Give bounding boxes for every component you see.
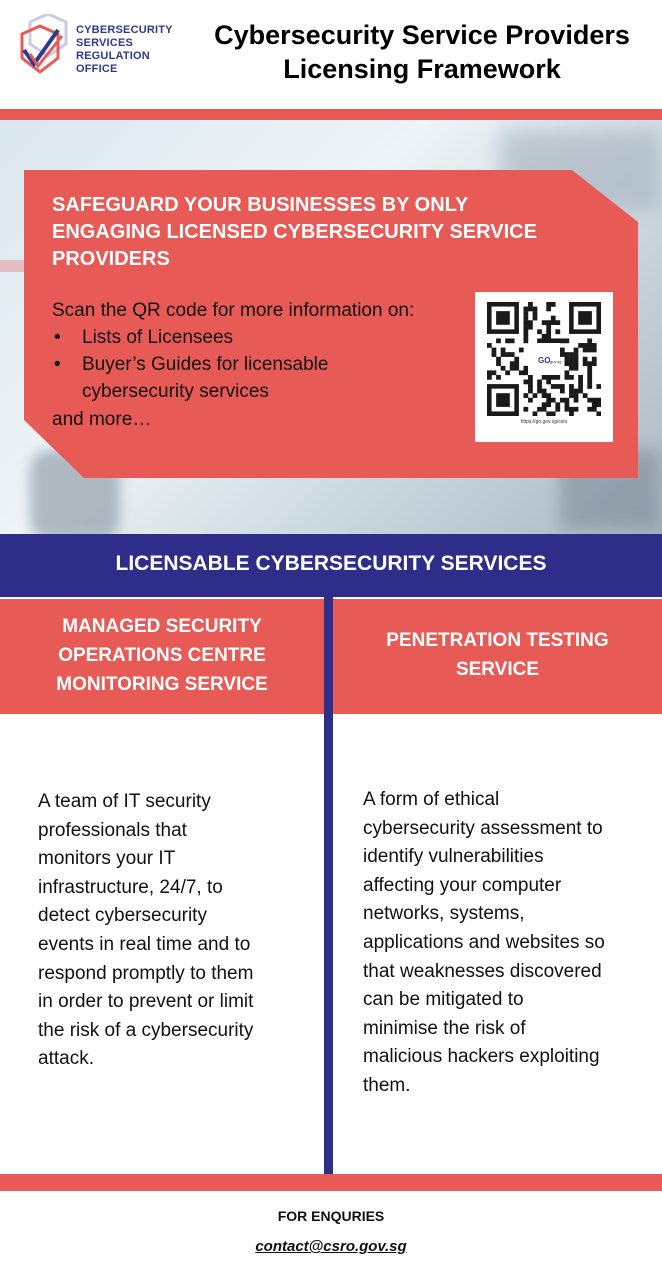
qr-module xyxy=(565,357,570,362)
qr-module xyxy=(542,338,547,343)
qr-module xyxy=(537,329,542,334)
qr-module xyxy=(542,407,547,412)
qr-module xyxy=(542,389,547,394)
qr-module xyxy=(583,357,588,362)
qr-module xyxy=(574,393,579,398)
qr-module xyxy=(587,384,592,389)
description-line: that weaknesses discovered xyxy=(363,960,602,982)
qr-module xyxy=(528,307,533,312)
qr-module xyxy=(496,375,501,380)
service-description-soc xyxy=(38,788,308,1074)
qr-module xyxy=(523,325,528,330)
qr-module xyxy=(487,375,492,380)
qr-module xyxy=(505,338,510,343)
qr-module xyxy=(546,329,551,334)
qr-finder xyxy=(496,393,510,407)
description-line: the risk of a cybersecurity xyxy=(38,1019,254,1041)
qr-module xyxy=(569,407,574,412)
qr-module xyxy=(523,316,528,321)
qr-module xyxy=(551,320,556,325)
qr-module xyxy=(587,348,592,353)
page-title-line: Licensing Framework xyxy=(283,54,561,84)
qr-module xyxy=(569,411,574,416)
service-title-line: MANAGED SECURITY xyxy=(62,616,262,637)
description-line: respond promptly to them xyxy=(38,962,254,984)
service-title-pentest xyxy=(333,599,662,714)
qr-module xyxy=(546,375,551,380)
promo-heading-line: ENGAGING LICENSED CYBERSECURITY SERVICE xyxy=(52,221,537,243)
qr-module xyxy=(587,361,592,366)
qr-module xyxy=(569,375,574,380)
qr-module xyxy=(523,320,528,325)
qr-module xyxy=(523,307,528,312)
qr-module xyxy=(533,393,538,398)
qr-module xyxy=(546,398,551,403)
qr-module xyxy=(542,334,547,339)
logo-line: SERVICES xyxy=(76,37,134,49)
qr-module xyxy=(592,348,597,353)
qr-module xyxy=(555,407,560,412)
qr-module xyxy=(569,384,574,389)
qr-module xyxy=(569,357,574,362)
qr-module xyxy=(555,329,560,334)
qr-module xyxy=(574,398,579,403)
qr-module xyxy=(578,389,583,394)
description-line: in order to prevent or limit xyxy=(38,991,254,1013)
qr-module xyxy=(587,407,592,412)
qr-module xyxy=(565,338,570,343)
promo-intro: Scan the QR code for more information on: xyxy=(52,300,415,321)
qr-module xyxy=(551,375,556,380)
promo-bullet-list xyxy=(52,324,382,405)
qr-module xyxy=(546,334,551,339)
qr-module xyxy=(551,398,556,403)
qr-module xyxy=(528,320,533,325)
qr-module xyxy=(578,380,583,385)
service-title-soc xyxy=(0,599,324,714)
qr-module xyxy=(501,348,506,353)
description-line: detect cybersecurity xyxy=(38,905,207,927)
qr-module xyxy=(565,375,570,380)
qr-module xyxy=(537,384,542,389)
qr-module xyxy=(569,366,574,371)
service-title-line: SERVICE xyxy=(455,659,540,680)
logo-line: CYBERSECURITY xyxy=(76,24,173,36)
promo-more: and more… xyxy=(52,409,152,430)
qr-module xyxy=(546,320,551,325)
qr-module xyxy=(592,402,597,407)
qr-module xyxy=(523,334,528,339)
qr-module xyxy=(551,316,556,321)
description-line: identify vulnerabilities xyxy=(363,846,544,868)
description-line: events in real time and to xyxy=(38,933,251,955)
qr-module xyxy=(560,384,565,389)
qr-badge-label: GO xyxy=(538,356,551,365)
csro-logo-icon xyxy=(18,14,78,84)
qr-finder xyxy=(578,311,592,325)
qr-module xyxy=(533,307,538,312)
logo-line: OFFICE xyxy=(76,63,118,75)
qr-module xyxy=(546,411,551,416)
qr-module xyxy=(510,352,515,357)
qr-module xyxy=(574,366,579,371)
qr-module xyxy=(587,370,592,375)
service-title-line: MONITORING SERVICE xyxy=(56,674,268,695)
qr-module xyxy=(555,375,560,380)
description-line: malicious hackers exploiting xyxy=(363,1046,600,1068)
qr-module xyxy=(523,393,528,398)
qr-module xyxy=(537,380,542,385)
qr-module xyxy=(533,311,538,316)
qr-module xyxy=(565,361,570,366)
description-line: monitors your IT xyxy=(38,848,176,870)
page-title-line: Cybersecurity Service Providers xyxy=(214,20,630,50)
qr-module xyxy=(496,361,501,366)
qr-module xyxy=(583,348,588,353)
qr-module xyxy=(574,389,579,394)
qr-module xyxy=(587,398,592,403)
qr-module xyxy=(578,375,583,380)
qr-module xyxy=(496,357,501,362)
qr-module xyxy=(519,370,524,375)
qr-module xyxy=(574,407,579,412)
qr-module xyxy=(574,357,579,362)
qr-module xyxy=(569,389,574,394)
qr-module xyxy=(546,302,551,307)
description-line: A form of ethical xyxy=(363,789,500,810)
qr-module xyxy=(492,352,497,357)
qr-module xyxy=(560,389,565,394)
qr-module xyxy=(542,393,547,398)
qr-module xyxy=(523,338,528,343)
promo-heading-line: SAFEGUARD YOUR BUSINESSES BY ONLY xyxy=(52,194,469,216)
qr-module xyxy=(587,380,592,385)
qr-module xyxy=(587,343,592,348)
promo-heading xyxy=(52,192,592,273)
qr-module xyxy=(505,370,510,375)
qr-module xyxy=(523,329,528,334)
qr-module xyxy=(587,375,592,380)
promo-heading-line: PROVIDERS xyxy=(52,248,170,270)
qr-module xyxy=(592,357,597,362)
qr-module xyxy=(592,343,597,348)
section-title: LICENSABLE CYBERSECURITY SERVICES xyxy=(115,552,547,575)
qr-module xyxy=(546,325,551,330)
qr-module xyxy=(583,393,588,398)
description-line: them. xyxy=(363,1074,411,1096)
qr-module xyxy=(596,398,601,403)
qr-module xyxy=(565,352,570,357)
qr-module xyxy=(533,316,538,321)
qr-module xyxy=(523,366,528,371)
qr-module xyxy=(496,338,501,343)
qr-code-card[interactable] xyxy=(475,292,613,442)
column-divider xyxy=(324,597,333,1174)
qr-module xyxy=(560,348,565,353)
qr-module xyxy=(523,380,528,385)
qr-code-icon[interactable] xyxy=(487,302,601,416)
qr-module xyxy=(587,338,592,343)
qr-module xyxy=(505,352,510,357)
description-line: attack. xyxy=(38,1048,94,1070)
description-line: applications and websites so xyxy=(363,931,605,953)
qr-module xyxy=(523,407,528,412)
qr-module xyxy=(565,407,570,412)
qr-module xyxy=(501,352,506,357)
qr-module xyxy=(542,375,547,380)
qr-module xyxy=(546,307,551,312)
qr-module xyxy=(596,411,601,416)
qr-module xyxy=(560,352,565,357)
qr-module xyxy=(578,343,583,348)
qr-module xyxy=(542,402,547,407)
description-line: infrastructure, 24/7, to xyxy=(38,876,223,898)
promo-bullet: • Lists of Licensees xyxy=(52,324,382,351)
description-line: affecting your computer xyxy=(363,874,562,896)
qr-module xyxy=(533,411,538,416)
qr-module xyxy=(514,357,519,362)
description-line: minimise the risk of xyxy=(363,1017,526,1039)
qr-module xyxy=(542,320,547,325)
qr-module xyxy=(551,338,556,343)
qr-module xyxy=(528,375,533,380)
qr-module xyxy=(546,338,551,343)
qr-module xyxy=(487,343,492,348)
qr-url: https://go.gov.sg/csrs xyxy=(520,419,568,425)
description-line: cybersecurity assessment to xyxy=(363,817,603,839)
qr-module xyxy=(528,384,533,389)
qr-module xyxy=(528,389,533,394)
qr-module xyxy=(537,407,542,412)
qr-module xyxy=(510,338,515,343)
qr-module xyxy=(555,384,560,389)
qr-module xyxy=(569,361,574,366)
qr-module xyxy=(510,361,515,366)
footer-divider xyxy=(0,1174,662,1191)
qr-module xyxy=(569,352,574,357)
qr-module xyxy=(551,384,556,389)
qr-module xyxy=(528,325,533,330)
qr-module xyxy=(596,384,601,389)
qr-module xyxy=(546,393,551,398)
promo-bullet: • Buyer’s Guides for licensable cybersecurity services xyxy=(52,351,382,405)
logo-wordmark xyxy=(76,24,173,76)
qr-module xyxy=(596,402,601,407)
qr-badge-suffix: gov.sg xyxy=(550,359,562,364)
qr-module xyxy=(574,348,579,353)
header xyxy=(0,0,662,108)
header-divider xyxy=(0,109,662,120)
qr-module xyxy=(587,366,592,371)
qr-module xyxy=(583,361,588,366)
csro-logo xyxy=(18,10,173,88)
qr-module xyxy=(492,370,497,375)
qr-module xyxy=(578,384,583,389)
description-line: networks, systems, xyxy=(363,903,525,925)
description-line: professionals that xyxy=(38,819,187,841)
qr-module xyxy=(592,398,597,403)
logo-line: REGULATION xyxy=(76,50,150,62)
qr-module xyxy=(551,302,556,307)
qr-module xyxy=(510,366,515,371)
qr-module xyxy=(592,407,597,412)
qr-module xyxy=(592,361,597,366)
qr-module xyxy=(555,338,560,343)
qr-module xyxy=(501,366,506,371)
description-line: can be mitigated to xyxy=(363,989,524,1011)
service-title-line: PENETRATION TESTING xyxy=(386,630,609,651)
description-line: A team of IT security xyxy=(38,791,211,812)
qr-module xyxy=(528,380,533,385)
qr-module xyxy=(583,343,588,348)
qr-module xyxy=(528,398,533,403)
qr-module xyxy=(565,402,570,407)
qr-module xyxy=(574,361,579,366)
qr-module xyxy=(565,398,570,403)
qr-module xyxy=(523,370,528,375)
qr-module xyxy=(555,402,560,407)
qr-module xyxy=(514,361,519,366)
qr-module xyxy=(528,302,533,307)
qr-module xyxy=(487,370,492,375)
qr-module xyxy=(569,393,574,398)
qr-module xyxy=(523,311,528,316)
enquiries-label: FOR ENQURIES xyxy=(277,1208,385,1224)
service-title-line: OPERATIONS CENTRE xyxy=(58,645,266,666)
contact-email-link[interactable]: contact@csro.gov.sg xyxy=(255,1238,407,1255)
qr-module xyxy=(574,352,579,357)
qr-module xyxy=(519,348,524,353)
qr-module xyxy=(537,338,542,343)
qr-module xyxy=(555,320,560,325)
service-description-pentest xyxy=(363,786,648,1101)
qr-module xyxy=(546,402,551,407)
qr-module xyxy=(560,338,565,343)
qr-module xyxy=(514,366,519,371)
qr-finder xyxy=(496,311,510,325)
qr-module xyxy=(565,370,570,375)
qr-module xyxy=(537,389,542,394)
qr-module xyxy=(551,411,556,416)
qr-module xyxy=(560,398,565,403)
qr-module xyxy=(546,380,551,385)
qr-module xyxy=(492,348,497,353)
page-title xyxy=(192,18,652,86)
